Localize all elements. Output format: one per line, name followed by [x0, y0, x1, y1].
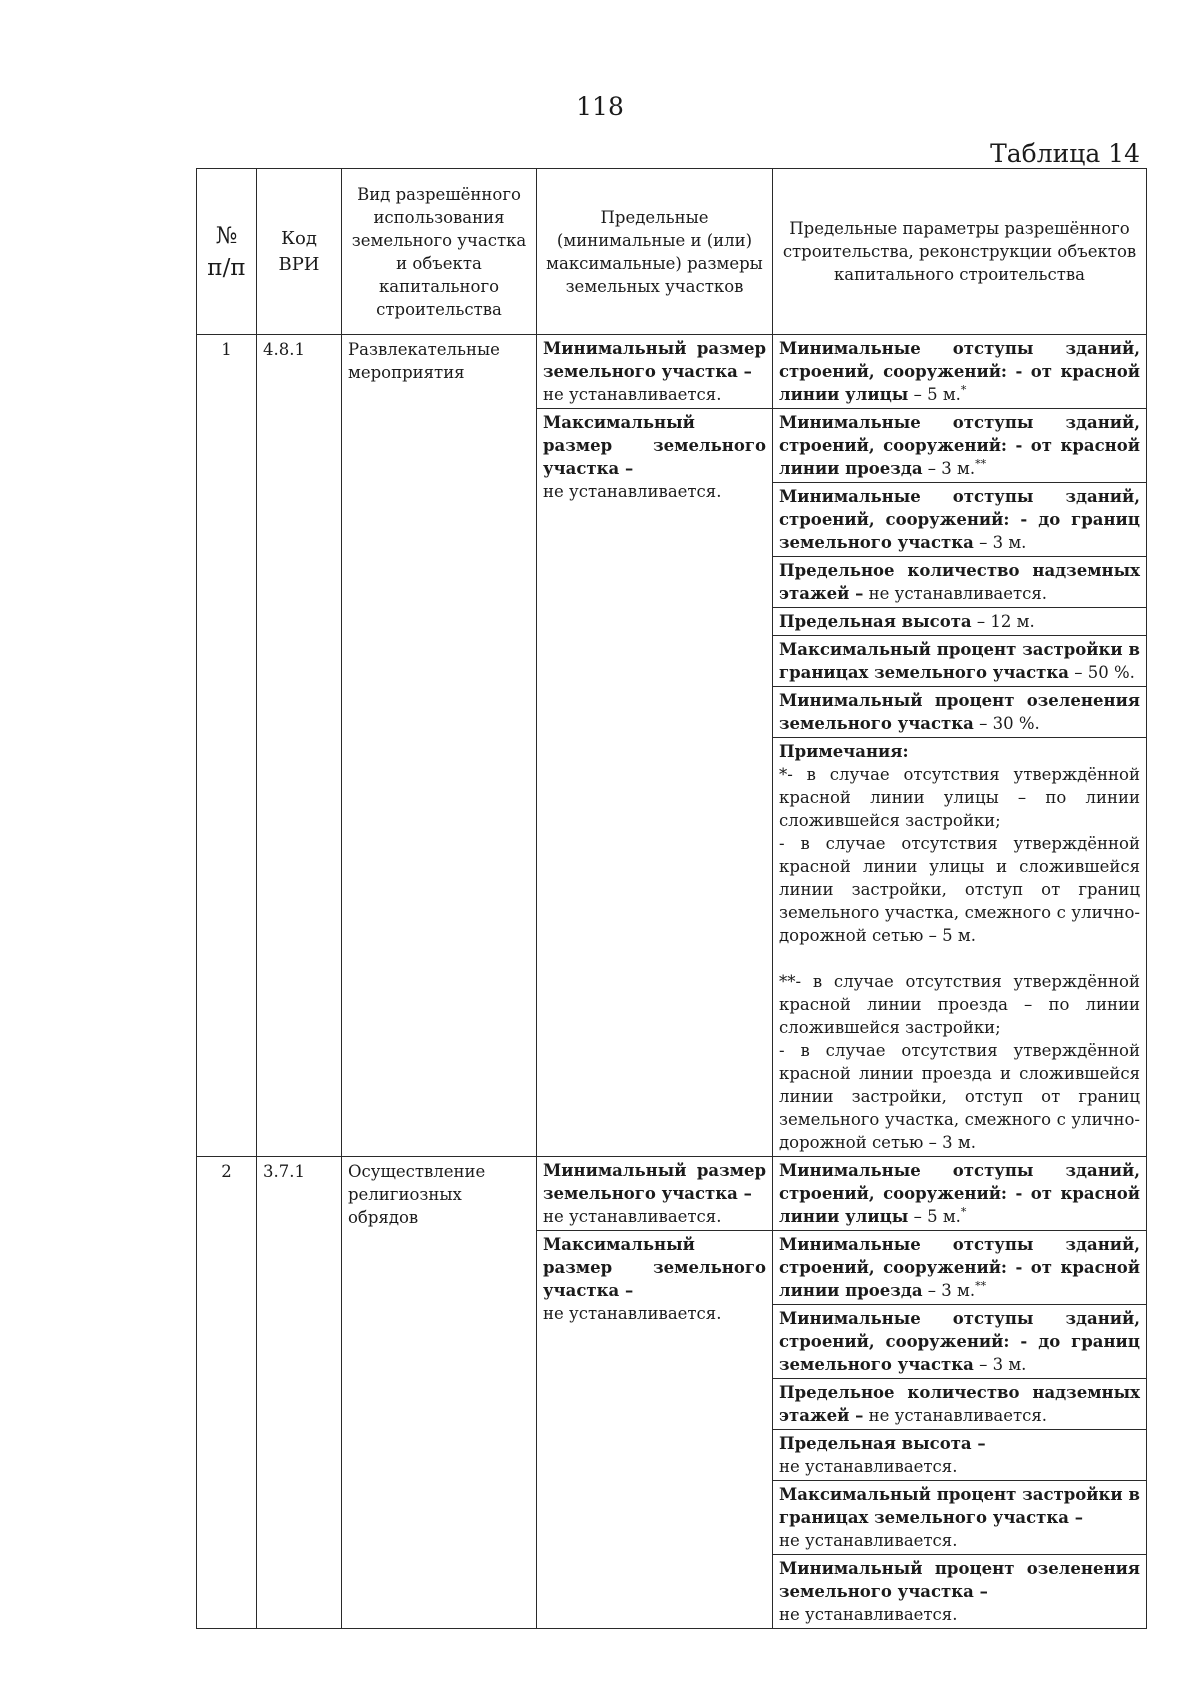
note-item: - в случае отсутствия утверждённой красной линии проезда и сложившейся линии застройки, отступ от границ земельного участка, смежного с улично-дорожной сетью – 3 м. [779, 1041, 1140, 1152]
coverage-limit [773, 636, 1146, 687]
indent-street [773, 335, 1146, 409]
footnote-mark: * [960, 1205, 967, 1219]
floors-limit-value: не устанавливается. [863, 584, 1048, 603]
indent-border-value: – 3 м. [973, 533, 1027, 552]
height-limit-label: Предельная высота – [779, 1434, 986, 1453]
indent-passage-label: Минимальные отступы зданий, строений, сооружений: - от красной линии проезда [779, 1235, 1140, 1300]
notes [773, 738, 1146, 1156]
coverage-limit-label: Максимальный процент застройки в границах земельного участка – [779, 1485, 1140, 1527]
footnote-mark: ** [975, 1279, 987, 1293]
height-limit [773, 608, 1146, 636]
indent-street-value: – 5 м. [908, 385, 961, 404]
min-plot-size-label: Минимальный размер земельного участка – [543, 339, 766, 381]
indent-passage [773, 409, 1146, 483]
indent-border [773, 483, 1146, 557]
indent-street-value: – 5 м. [908, 1207, 961, 1226]
indent-street-label: Минимальные отступы зданий, строений, сооружений: - от красной линии улицы [779, 1161, 1140, 1226]
footnote-mark: * [960, 383, 967, 397]
height-limit [773, 1430, 1146, 1481]
floors-limit [773, 557, 1146, 608]
row-building-params [773, 1157, 1147, 1629]
coverage-limit [773, 1481, 1146, 1555]
row-code: 3.7.1 [257, 1157, 342, 1629]
floors-limit-label: Предельное количество надземных этажей – [779, 561, 1140, 603]
max-plot-size-value: не устанавливается. [543, 482, 722, 501]
max-plot-size-label: Максимальный размер земельного участка – [543, 1235, 766, 1300]
indent-border-label: Минимальные отступы зданий, строений, сооружений: - до границ земельного участка [779, 1309, 1140, 1374]
indent-passage [773, 1231, 1146, 1305]
footnote-mark: ** [975, 457, 987, 471]
row-building-params [773, 335, 1147, 1157]
header-number: № п/п [197, 169, 257, 335]
header-use-type: Вид разрешённого использования земельного участка и объекта капитального строительства [342, 169, 537, 335]
min-plot-size-value: не устанавливается. [543, 385, 722, 404]
coverage-limit-label: Максимальный процент застройки в границах земельного участка [779, 640, 1140, 682]
table-row [197, 335, 1147, 1157]
green-limit-value: – 30 %. [973, 714, 1040, 733]
min-plot-size-label: Минимальный размер земельного участка – [543, 1161, 766, 1203]
max-plot-size-label: Максимальный размер земельного участка – [543, 413, 766, 478]
min-plot-size [537, 335, 772, 409]
indent-street-label: Минимальные отступы зданий, строений, сооружений: - от красной линии улицы [779, 339, 1140, 404]
header-plot-size: Предельные (минимальные и (или) максимальные) размеры земельных участков [537, 169, 773, 335]
green-limit-label: Минимальный процент озеленения земельного участка [779, 691, 1140, 733]
coverage-limit-value: – 50 %. [1068, 663, 1135, 682]
note-item: *- в случае отсутствия утверждённой красной линии улицы – по линии сложившейся застройки; [779, 765, 1140, 830]
header-code: Код ВРИ [257, 169, 342, 335]
green-limit [773, 687, 1146, 738]
max-plot-size [537, 409, 772, 505]
floors-limit-value: не устанавливается. [863, 1406, 1048, 1425]
header-building-params: Предельные параметры разрешённого строительства, реконструкции объектов капитального строительства [773, 169, 1147, 335]
table-row [197, 1157, 1147, 1629]
indent-passage-value: – 3 м. [922, 459, 976, 478]
green-limit-value: не устанавливается. [779, 1605, 958, 1624]
green-limit [773, 1555, 1146, 1628]
floors-limit-label: Предельное количество надземных этажей – [779, 1383, 1140, 1425]
height-limit-value: – 12 м. [971, 612, 1035, 631]
row-use-type: Развлекательные мероприятия [342, 335, 537, 1157]
page-number: 118 [576, 92, 624, 121]
height-limit-value: не устанавливается. [779, 1457, 958, 1476]
min-plot-size-value: не устанавливается. [543, 1207, 722, 1226]
note-item: **- в случае отсутствия утверждённой красной линии проезда – по линии сложившейся застройки; [779, 972, 1140, 1037]
table-caption: Таблица 14 [990, 139, 1140, 168]
indent-border [773, 1305, 1146, 1379]
max-plot-size [537, 1231, 772, 1327]
row-code: 4.8.1 [257, 335, 342, 1157]
notes-title: Примечания: [779, 742, 909, 761]
coverage-limit-value: не устанавливается. [779, 1531, 958, 1550]
table-header-row [197, 169, 1147, 335]
indent-border-value: – 3 м. [973, 1355, 1027, 1374]
green-limit-label: Минимальный процент озеленения земельного участка – [779, 1559, 1140, 1601]
row-plot-size [537, 1157, 773, 1629]
indent-passage-value: – 3 м. [922, 1281, 976, 1300]
min-plot-size [537, 1157, 772, 1231]
max-plot-size-value: не устанавливается. [543, 1304, 722, 1323]
row-number: 1 [197, 335, 257, 1157]
row-use-type: Осуществление религиозных обрядов [342, 1157, 537, 1629]
row-plot-size [537, 335, 773, 1157]
row-number: 2 [197, 1157, 257, 1629]
indent-passage-label: Минимальные отступы зданий, строений, сооружений: - от красной линии проезда [779, 413, 1140, 478]
floors-limit [773, 1379, 1146, 1430]
height-limit-label: Предельная высота [779, 612, 972, 631]
regulations-table [196, 168, 1147, 1629]
indent-street [773, 1157, 1146, 1231]
note-item: - в случае отсутствия утверждённой красной линии улицы и сложившейся линии застройки, отступ от границ земельного участка, смежного с улично-дорожной сетью – 5 м. [779, 834, 1140, 945]
indent-border-label: Минимальные отступы зданий, строений, сооружений: - до границ земельного участка [779, 487, 1140, 552]
